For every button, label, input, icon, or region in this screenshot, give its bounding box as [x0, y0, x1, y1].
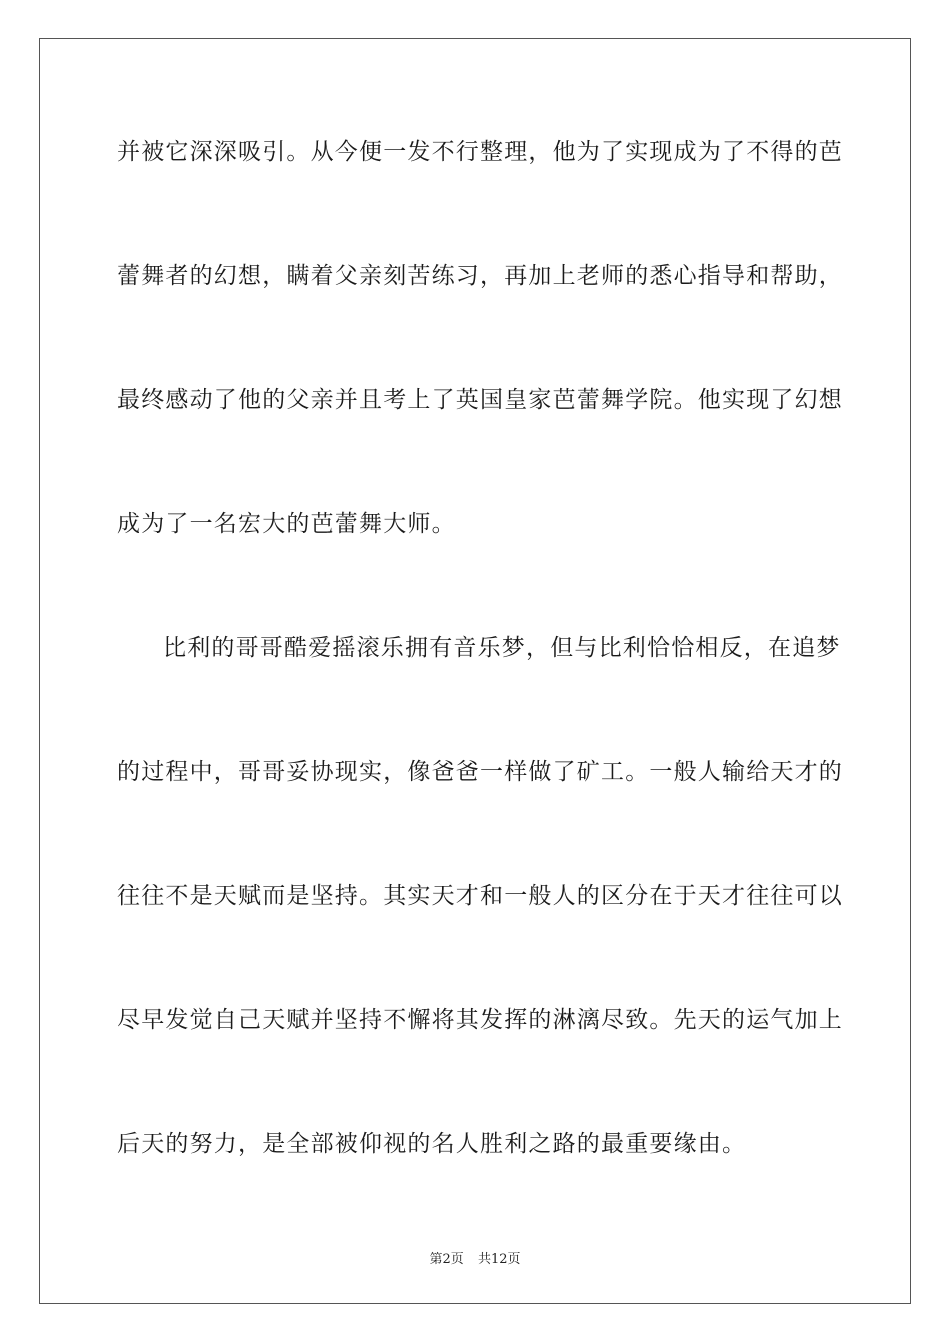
- text-line: 尽早发觉自己天赋并坚持不懈将其发挥的淋漓尽致。先天的运气加上: [117, 1007, 843, 1033]
- page-footer: [0, 1248, 950, 1267]
- text-line: 成为了一名宏大的芭蕾舞大师。: [117, 511, 456, 537]
- body-text: [117, 124, 843, 1240]
- page-total: 共12页: [477, 1252, 521, 1267]
- text-line: 后天的努力，是全部被仰视的名人胜利之路的最重要缘由。: [117, 1131, 747, 1157]
- text-line: 的过程中，哥哥妥协现实，像爸爸一样做了矿工。一般人输给天才的: [117, 759, 843, 785]
- text-line: 并被它深深吸引。从今便一发不行整理，他为了实现成为了不得的芭: [117, 139, 843, 165]
- text-line: 最终感动了他的父亲并且考上了英国皇家芭蕾舞学院。他实现了幻想: [117, 387, 843, 413]
- text-line: 往往不是天赋而是坚持。其实天才和一般人的区分在于天才往往可以: [117, 883, 843, 909]
- text-line: 蕾舞者的幻想，瞒着父亲刻苦练习，再加上老师的悉心指导和帮助，: [117, 263, 843, 289]
- page-number: 第2页: [429, 1252, 464, 1267]
- paragraph-start-line: 比利的哥哥酷爱摇滚乐拥有音乐梦，但与比利恰恰相反，在追梦: [163, 635, 841, 661]
